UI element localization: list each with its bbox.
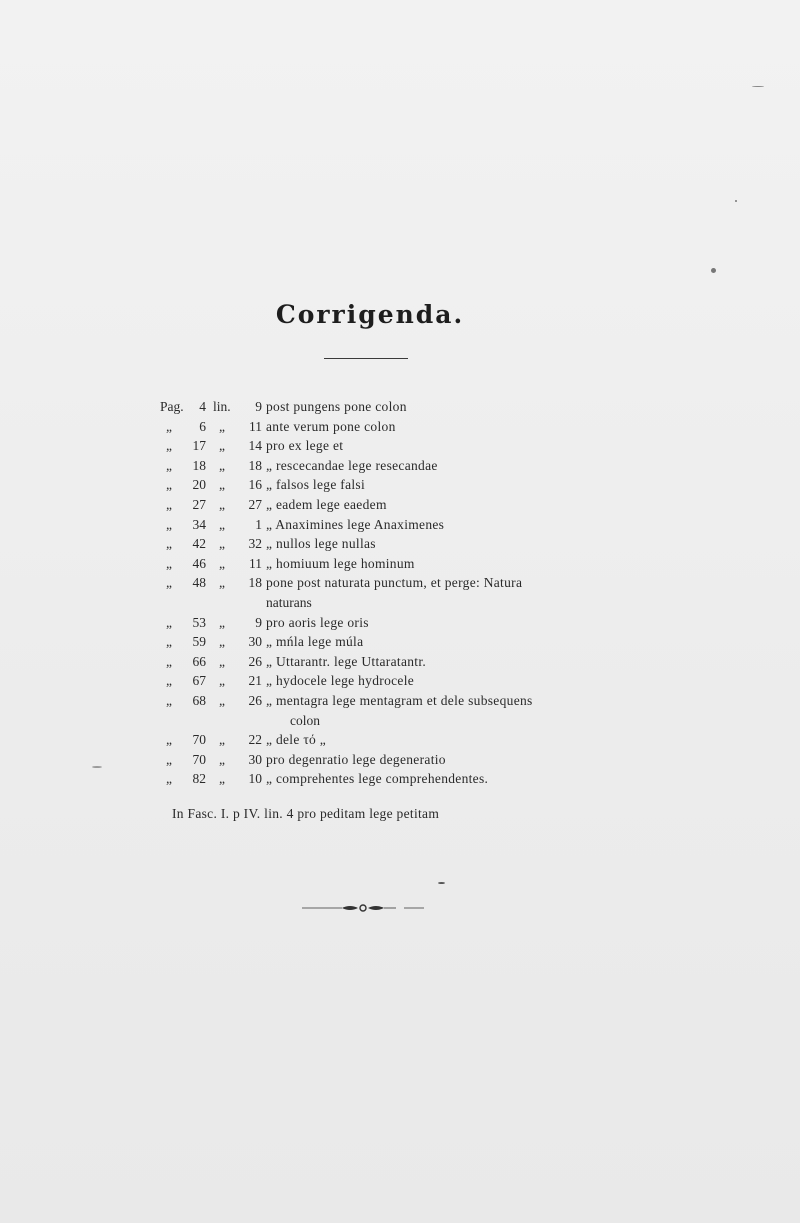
entry-correction-continued: naturans xyxy=(266,595,312,610)
entry-page-number: 17 xyxy=(192,438,206,454)
entry-page-number: 53 xyxy=(192,614,206,630)
entry-pag-marker: „ xyxy=(166,732,172,748)
entry-correction: pro degenratio lege degeneratio xyxy=(266,751,446,767)
paper-speck xyxy=(735,200,737,202)
entry-line-number: 26 xyxy=(248,653,262,669)
entry-page-number: 70 xyxy=(192,751,206,767)
entry-lin-marker: „ xyxy=(219,575,225,591)
entry-lin-marker: „ xyxy=(219,555,225,571)
entry-pag-marker: „ xyxy=(166,418,172,434)
entry-lin-marker: „ xyxy=(219,536,225,552)
entry-lin-marker: „ xyxy=(219,693,225,708)
entry-pag-marker: „ xyxy=(166,516,172,532)
entry-lin-marker: „ xyxy=(219,614,225,630)
paper-speck xyxy=(711,268,716,273)
paper-speck xyxy=(752,86,764,87)
entry-page-number: 48 xyxy=(192,575,206,591)
entry-pag-marker: „ xyxy=(166,634,172,650)
entry-page-number: 67 xyxy=(192,673,206,689)
entry-correction: „ comprehentes lege comprehendentes. xyxy=(266,771,489,787)
entry-page-number: 68 xyxy=(192,693,206,708)
entry-correction: „ dele τό „ xyxy=(266,732,327,748)
entry-correction: pro aoris lege oris xyxy=(266,614,369,630)
entry-correction-continued: colon xyxy=(290,712,320,728)
entry-pag-marker: „ xyxy=(166,771,172,787)
paper-speck xyxy=(438,882,445,884)
entry-line-number: 18 xyxy=(248,575,262,591)
entry-lin-marker: „ xyxy=(219,751,225,767)
entry-pag-marker: „ xyxy=(166,497,172,512)
entry-pag-marker: „ xyxy=(166,536,172,552)
entry-pag-marker: Pag. xyxy=(160,399,184,414)
entry-line-number: 26 xyxy=(248,693,262,708)
entry-pag-marker: „ xyxy=(166,653,172,669)
entry-line-number: 32 xyxy=(248,536,262,552)
entry-lin-marker: „ xyxy=(219,438,225,454)
entry-pag-marker: „ xyxy=(166,751,172,767)
entry-page-number: 18 xyxy=(192,457,206,473)
entry-line-number: 11 xyxy=(249,418,262,434)
entry-correction: „ Uttarantr. lege Uttaratantr. xyxy=(266,653,427,669)
entry-line-number: 1 xyxy=(255,516,262,532)
entry-line-number: 22 xyxy=(248,732,262,748)
entry-lin-marker: „ xyxy=(219,418,225,434)
entry-pag-marker: „ xyxy=(166,614,172,630)
entry-lin-marker: „ xyxy=(219,477,225,493)
entry-pag-marker: „ xyxy=(166,477,172,493)
entry-correction: post pungens pone colon xyxy=(266,399,407,414)
entry-line-number: 18 xyxy=(248,457,262,473)
entry-line-number: 9 xyxy=(255,399,262,414)
entry-correction: „ eadem lege eaedem xyxy=(266,497,387,512)
entry-lin-marker: „ xyxy=(219,497,225,512)
entry-lin-marker: „ xyxy=(219,457,225,473)
entry-pag-marker: „ xyxy=(166,555,172,571)
entry-page-number: 46 xyxy=(192,555,206,571)
entry-correction: ante verum pone colon xyxy=(266,418,396,434)
entry-line-number: 14 xyxy=(248,438,262,454)
entry-page-number: 20 xyxy=(192,477,206,493)
entry-line-number: 16 xyxy=(248,477,262,493)
entry-line-number: 11 xyxy=(249,555,262,571)
entry-lin-marker: „ xyxy=(219,732,225,748)
entry-lin-marker: „ xyxy=(219,673,225,689)
entry-page-number: 4 xyxy=(199,399,206,414)
entry-correction: pro ex lege et xyxy=(266,438,344,454)
ornament-divider xyxy=(302,902,424,914)
entry-correction: „ Anaximines lege Anaximenes xyxy=(266,516,445,532)
entry-page-number: 42 xyxy=(192,536,206,552)
entry-lin-marker: „ xyxy=(219,771,225,787)
entry-lin-marker: „ xyxy=(219,634,225,650)
entry-correction: „ homiuum lege hominum xyxy=(266,555,415,571)
entry-correction: „ falsos lege falsi xyxy=(266,477,366,493)
entry-page-number: 66 xyxy=(192,653,206,669)
entry-line-number: 30 xyxy=(248,751,262,767)
entry-correction: „ nullos lege nullas xyxy=(266,536,376,552)
entry-pag-marker: „ xyxy=(166,575,172,591)
entry-correction: „ mentagra lege mentagram et dele subsequens xyxy=(266,693,533,708)
entry-page-number: 82 xyxy=(192,771,206,787)
entry-lin-marker: „ xyxy=(219,516,225,532)
fascicle-note: In Fasc. I. p IV. lin. 4 pro peditam lege petitam xyxy=(172,806,440,821)
entry-line-number: 21 xyxy=(248,673,262,689)
entry-pag-marker: „ xyxy=(166,457,172,473)
entry-lin-marker: „ xyxy=(219,653,225,669)
entry-line-number: 30 xyxy=(248,634,262,650)
entry-correction: pone post naturata punctum, et perge: Natura xyxy=(266,575,523,591)
page-title: Corrigenda. xyxy=(275,300,465,329)
entry-page-number: 6 xyxy=(199,418,206,434)
entry-line-number: 9 xyxy=(255,614,262,630)
entry-line-number: 10 xyxy=(248,771,262,787)
paper-speck xyxy=(92,766,102,768)
entry-correction: „ rescecandae lege resecandae xyxy=(266,457,438,473)
entry-correction: „ mńla lege múla xyxy=(266,634,364,650)
entry-line-number: 27 xyxy=(248,497,262,512)
entry-pag-marker: „ xyxy=(166,438,172,454)
entry-pag-marker: „ xyxy=(166,693,172,708)
entry-page-number: 59 xyxy=(192,634,206,650)
entry-page-number: 27 xyxy=(192,497,206,512)
entry-page-number: 70 xyxy=(192,732,206,748)
entry-pag-marker: „ xyxy=(166,673,172,689)
entry-correction: „ hydocele lege hydrocele xyxy=(266,673,415,689)
entry-page-number: 34 xyxy=(192,516,206,532)
entry-lin-marker: lin. xyxy=(213,399,231,414)
